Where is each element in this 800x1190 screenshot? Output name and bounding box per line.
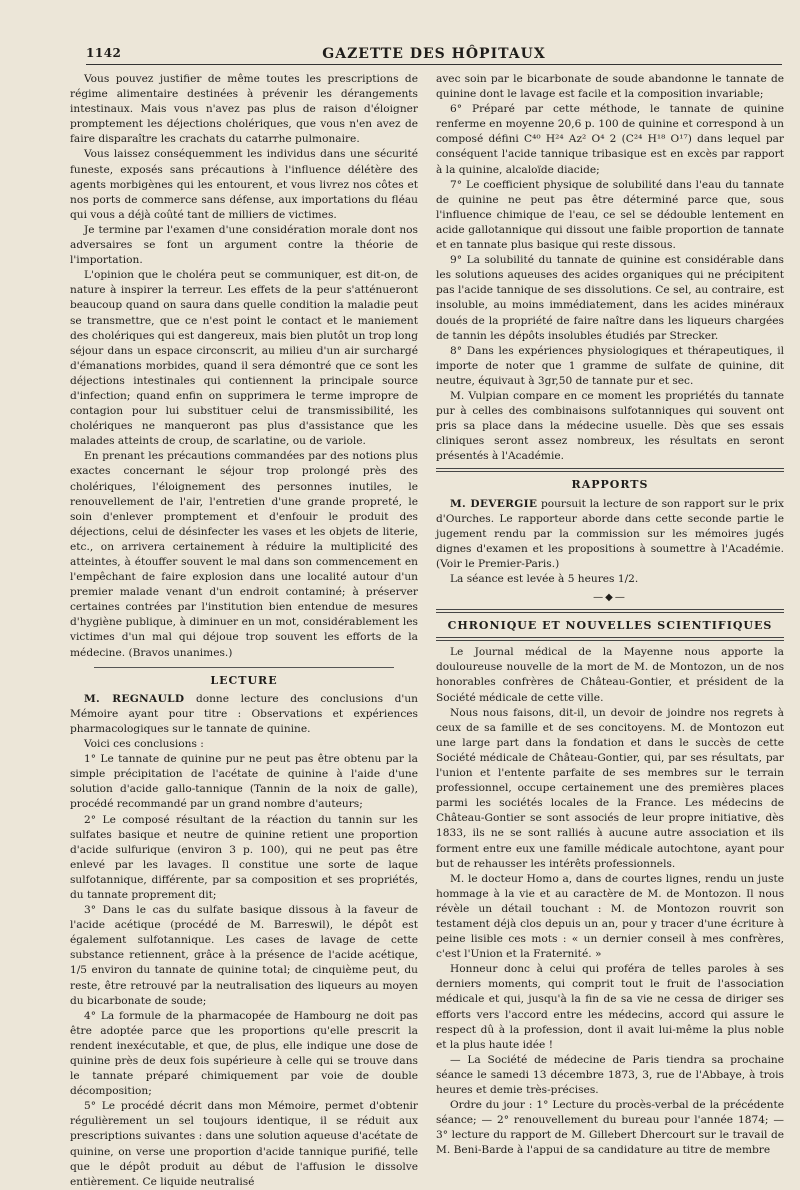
list-item: 8° Dans les expériences physiologiques et thérapeutiques, il importe de noter que 1 gramme de sulfate de quinine, dit neutre, équivaut à 3gr,50 de tannate pur et sec. — [436, 344, 784, 387]
speaker-name: M. REGNAULD — [84, 692, 185, 705]
section-heading-chronique: CHRONIQUE ET NOUVELLES SCIENTIFIQUES — [447, 619, 773, 633]
paragraph: En prenant les précautions commandées par des notions plus exactes concernant le séjour trop prolongé près des cholériques, l'éloignement des personnes inutiles, le renouvellement de l'air, l'entretien d'une grande propreté, le soin d'enlever promptement et d'enfouir le produit des déjections, celui de désinfecter les vases et les objets de literie, etc., on arrivera certainement à réduire la multiplicité des atteintes, à étouffer souvent le mal dans son commencement en l'empêchant de faire explosion dans une localité autour d'un premier malade venant d'un endroit contaminé; à préserver certaines contrées par l'institution bien entendue de mesures d'hygiène publique, à diminuer en un mot, considérablement les victimes d'un mal qui déjoue trop souvent les efforts de la médecine. (Bravos unanimes.) — [70, 450, 418, 659]
divider — [94, 667, 394, 668]
paragraph: Vous pouvez justifier de même toutes les prescriptions de régime alimentaire destinées à prévenir les dérangements intestinaux. Mais vous n'avez pas plus de raison d'éloigner promptement les déjections cholériques, que vous n'en avez de faire disparaître les crachats du catarrhe pulmonaire. — [70, 73, 418, 146]
list-item: 6° Préparé par cette méthode, le tannate de quinine renferme en moyenne 20,6 p. 100 de quinine et correspond à un composé défini C⁴⁰ H²⁴ Az² O⁴ 2 (C²⁴ H¹⁸ O¹⁷) dans lequel par conséquent l'acide tannique tribasique est en excès par rapport à la quinine, alcaloïde diacide; — [436, 103, 784, 176]
list-item: 5° Le procédé décrit dans mon Mémoire, permet d'obtenir régulièrement un sel toujours identique, il se réduit aux prescriptions suivantes : dans une solution aqueuse d'acétate de quinine, on verse une proportion d'acide tannique purifié, telle que le dépôt produit au début de l'affusion le dissolve entièrement. Ce liquide neutralisé — [70, 1100, 418, 1188]
paragraph-text: poursuit la lecture de son rapport sur le prix d'Ourches. Le rapporteur aborde dans cette seconde partie le jugement rendu par la commission sur les mémoires jugés dignes d'examen et les propositions à soumettre à l'Académie. (Voir le Premier-Paris.) — [436, 497, 784, 570]
paragraph: M. le docteur Homo a, dans de courtes lignes, rendu un juste hommage à la vie et au caractère de M. de Montozon. Il nous révèle un détail touchant : M. de Montozon rouvrit son testament déjà clos depuis un an, pour y tracer d'une écriture à peine lisible ces mots : « un dernier conseil à mes confrères, c'est l'Union et la Fraternité. » — [436, 872, 784, 961]
paragraph: Honneur donc à celui qui proféra de telles paroles à ses derniers moments, qui comprit tout le fruit de l'association médicale et qui, jusqu'à la fin de sa vie ne cessa de diriger ses efforts vers l'accord entre les médecins, accord qui assure le respect dû à la profession, dont il avait lui-même la plus noble et la plus haute idée ! — [436, 963, 784, 1051]
left-column — [70, 72, 418, 1188]
section-heading-rapports: RAPPORTS — [571, 478, 649, 492]
paragraph-text: donne lecture des conclusions d'un Mémoire ayant pour titre : Observations et expériences pharmacologiques sur le tannate de quinine. — [70, 692, 418, 735]
paragraph: M. Vulpian compare en ce moment les propriétés du tannate pur à celles des combinaisons sulfotanniques qui souvent ont pris sa place dans la médecine usuelle. Dès que ses essais cliniques seront assez nombreux, les résultats en seront présentés à l'Académie. — [436, 389, 784, 463]
list-item: 1° Le tannate de quinine pur ne peut pas être obtenu par la simple précipitation de l'acétate de quinine à l'aide d'une solution d'acide gallo-tannique (Tannin de la noix de galle), procédé recommandé par un grand nombre d'auteurs; — [70, 753, 418, 811]
paragraph — [436, 497, 784, 572]
right-column — [436, 72, 784, 1157]
divider — [436, 468, 784, 472]
paragraph: La séance est levée à 5 heures 1/2. — [450, 573, 639, 585]
paragraph: Ordre du jour : 1° Lecture du procès-verbal de la précédente séance; — 2° renouvellement du bureau pour l'année 1874; — 3° lecture du rapport de M. Gillebert Dhercourt sur le travail de M. Beni-Barde à l'appui de sa candidature au titre de membre — [436, 1099, 784, 1157]
paragraph: Vous laissez conséquemment les individus dans une sécurité funeste, exposés sans précautions à l'influence délétère des agents morbigènes qui les entourent, et vous livrez nos côtes et nos ports de commerce sans défense, aux importations du fléau qui vous a déjà coûté tant de milliers de victimes. — [70, 148, 418, 221]
paragraph — [70, 692, 418, 737]
list-item: avec soin par le bicarbonate de soude abandonne le tannate de quinine dont le lavage est facile et la composition invariable; — [436, 73, 784, 101]
list-item: 9° La solubilité du tannate de quinine est considérable dans les solutions aqueuses des acides organiques qui ne précipitent pas l'acide tannique de ses dissolutions. Ce sel, au contraire, est insoluble, au moins immédiatement, dans les acides minéraux doués de la propriété de faire naître dans les liqueurs chargées de tannin les dépôts insolubles étudiés par Strecker. — [436, 254, 784, 342]
section-heading-lecture: LECTURE — [210, 673, 278, 687]
list-item: 7° Le coefficient physique de solubilité dans l'eau du tannate de quinine ne peut pas être déterminé parce que, sous l'influence chimique de l'eau, ce sel se dédouble lentement en acide gallotannique qui dissout une faible proportion de tannate et en tannate plus basique qui reste dissous. — [436, 178, 784, 252]
paragraph: L'opinion que le choléra peut se communiquer, est dit-on, de nature à inspirer la terreur. Les effets de la peur s'atténueront beaucoup quand on saura dans quelle condition la maladie peut se transmettre, que ce n'est point le contact et le maniement des cholériques qui est dangereux, mais bien plutôt un trop long séjour dans un espace circonscrit, au milieu d'un air surchargé d'émanations morbides, quand il sera démontré que ce sont les déjections intestinales qui contiennent la principale source d'infection; quand enfin on supprimera le terme impropre de contagion pour lui substituer celui de transmissibilité, les cholériques ne manqueront pas plus d'assistance que les malades atteints de croup, de scarlatine, ou de variole. — [70, 269, 418, 448]
list-item: 4° La formule de la pharmacopée de Hambourg ne doit pas être adoptée parce que les proportions qu'elle prescrit la rendent inexécutable, et que, de plus, elle indique une dose de quinine près de deux fois supérieure à celle qui se trouve dans le tannate préparé chimiquement par voie de double décomposition; — [70, 1009, 418, 1098]
paragraph: Le Journal médical de la Mayenne nous apporte la douloureuse nouvelle de la mort de M. de Montozon, un de nos honorables confrères de Château-Gontier, et président de la Société médicale de cette ville. — [436, 646, 784, 704]
paragraph: — La Société de médecine de Paris tiendra sa prochaine séance le samedi 13 décembre 1873, 3, rue de l'Abbaye, à trois heures et demie très-précises. — [436, 1053, 784, 1096]
divider — [436, 637, 784, 641]
paragraph: Je termine par l'examen d'une considération morale dont nos adversaires se font un argument contre la théorie de l'importation. — [70, 223, 418, 267]
paragraph: Nous nous faisons, dit-il, un devoir de joindre nos regrets à ceux de sa famille et de ses concitoyens. M. de Montozon eut une large part dans la fondation et dans le succès de cette Société médicale de Château-Gontier, qui, par ses résultats, par l'union et l'entente parfaite de ses membres sur le terrain professionnel, occupe certainement une des premières places parmi les sociétés locales de la France. Les médecins de Château-Gontier se sont associés de leur propre initiative, dès 1833, ils ne se sont ralliés à aucune autre association et ils forment entre eux une famille médicale autochtone, ayant pour but de rehausser les intérêts professionnels. — [436, 706, 784, 870]
divider — [436, 609, 784, 613]
list-item: 2° Le composé résultant de la réaction du tannin sur les sulfates basique et neutre de quinine retient une proportion d'acide sulfurique (environ 3 p. 100), qui ne peut pas être enlevé par les lavages. Il constitue une sorte de laque sulfotannique, différente, par sa composition et ses propriétés, du tannate proprement dit; — [70, 813, 418, 901]
list-item: 3° Dans le cas du sulfate basique dissous à la faveur de l'acide acétique (procédé de M. Barreswil), le dépôt est également sulfotannique. Les cases de lavage de cette substance retiennent, grâce à la présence de l'acide acétique, 1/5 environ du tannate de quinine total; de cinquième peut, du reste, être retrouvé par la neutralisation des liqueurs au moyen du bicarbonate de soude; — [70, 904, 418, 1007]
paragraph: Voici ces conclusions : — [84, 738, 204, 751]
page-title: GAZETTE DES HÔPITAUX — [86, 46, 782, 65]
columns — [70, 72, 784, 1188]
speaker-name: M. DEVERGIE — [450, 497, 538, 510]
ornament-divider: —◆— — [593, 592, 627, 604]
page-number: 1142 — [86, 46, 122, 60]
